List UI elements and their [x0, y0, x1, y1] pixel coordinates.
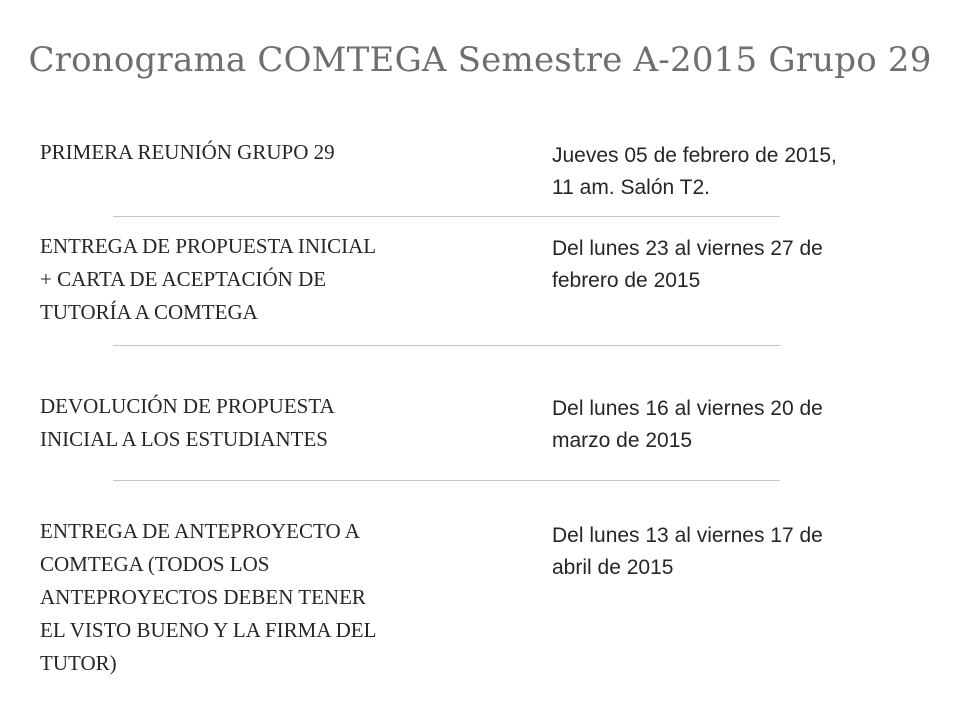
schedule-item-label: DEVOLUCIÓN DE PROPUESTA INICIAL A LOS ESTUDIANTES	[40, 394, 335, 451]
schedule-item-label: ENTREGA DE PROPUESTA INICIAL + CARTA DE ACEPTACIÓN DE TUTORÍA A COMTEGA	[40, 234, 377, 324]
row-divider	[113, 345, 780, 346]
row-divider	[113, 480, 780, 481]
schedule-item-date: Del lunes 13 al viernes 17 de abril de 2015	[552, 524, 823, 579]
schedule-item-date: Del lunes 16 al viernes 20 de marzo de 2015	[552, 397, 823, 452]
schedule-item-label: ENTREGA DE ANTEPROYECTO A COMTEGA (TODOS LOS ANTEPROYECTOS DEBEN TENER EL VISTO BUENO Y LA FIRMA DEL TUTOR)	[40, 519, 377, 675]
schedule-item-label: PRIMERA REUNIÓN GRUPO 29	[40, 140, 335, 164]
schedule-item-date: Jueves 05 de febrero de 2015, 11 am. Salón T2.	[552, 144, 837, 199]
schedule-item-date: Del lunes 23 al viernes 27 de febrero de 2015	[552, 237, 823, 292]
slide-title: Cronograma COMTEGA Semestre A-2015 Grupo 29	[28, 40, 932, 80]
row-divider	[113, 216, 780, 217]
